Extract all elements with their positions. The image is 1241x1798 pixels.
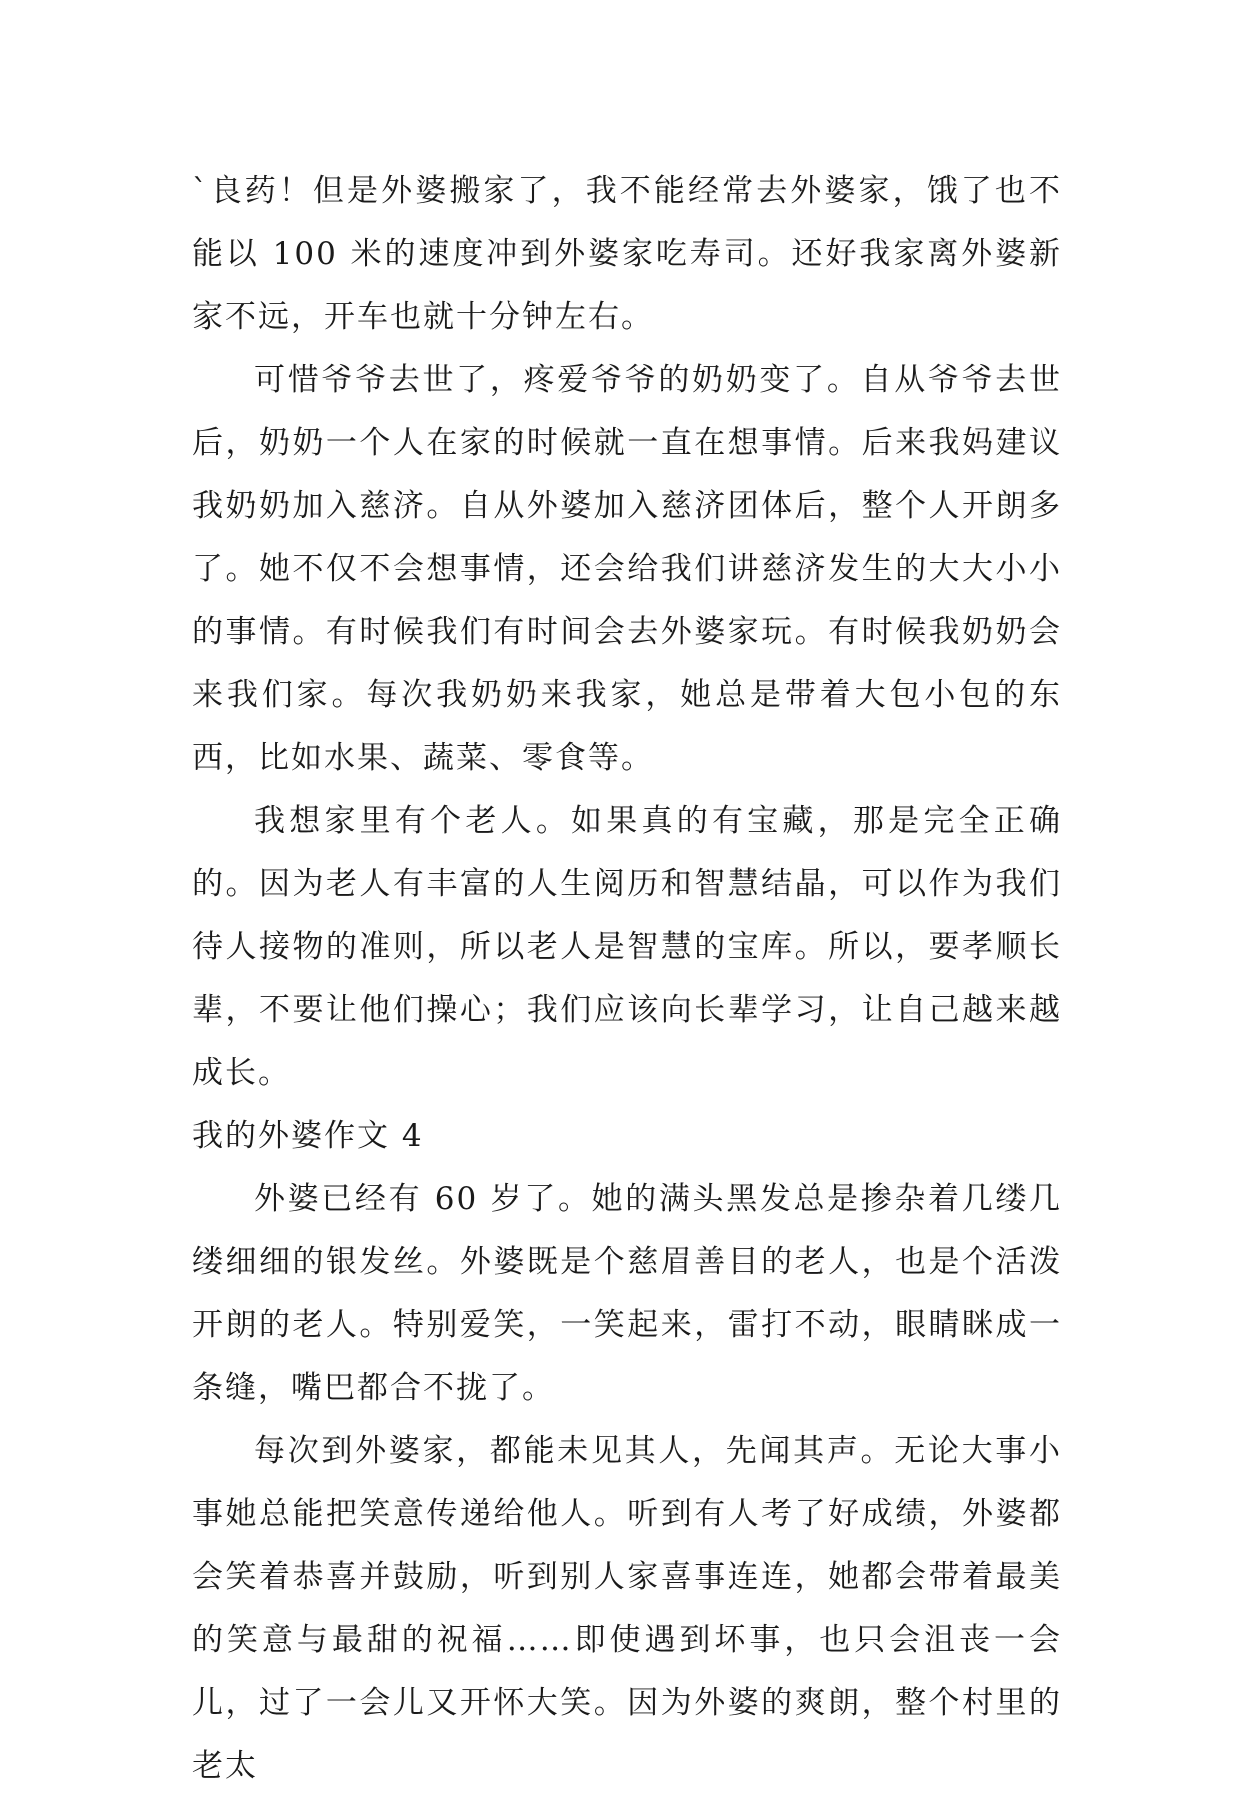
paragraph: 我想家里有个老人。如果真的有宝藏，那是完全正确的。因为老人有丰富的人生阅历和智慧结晶，可以作为我们待人接物的准则，所以老人是智慧的宝库。所以，要孝顺长辈，不要让他们操心；我们应该向长辈学习，让自己越来越成长。 [192,803,1062,1091]
paragraph: 可惜爷爷去世了，疼爱爷爷的奶奶变了。自从爷爷去世后，奶奶一个人在家的时候就一直在想事情。后来我妈建议我奶奶加入慈济。自从外婆加入慈济团体后，整个人开朗多了。她不仅不会想事情，还会给我们讲慈济发生的大大小小的事情。有时候我们有时间会去外婆家玩。有时候我奶奶会来我们家。每次我奶奶来我家，她总是带着大包小包的东西，比如水果、蔬菜、零食等。 [192,362,1062,776]
section-heading: 我的外婆作文 4 [192,1118,424,1154]
paragraph-continued: `良药！但是外婆搬家了，我不能经常去外婆家，饿了也不能以 100 米的速度冲到外婆家吃寿司。还好我家离外婆新家不远，开车也就十分钟左右。 [192,173,1062,335]
body-text [192,160,1062,1798]
paragraph: 外婆已经有 60 岁了。她的满头黑发总是掺杂着几缕几缕细细的银发丝。外婆既是个慈眉善目的老人，也是个活泼开朗的老人。特别爱笑，一笑起来，雷打不动，眼睛眯成一条缝，嘴巴都合不拢了。 [192,1181,1062,1406]
paragraph: 每次到外婆家，都能未见其人，先闻其声。无论大事小事她总能把笑意传递给他人。听到有人考了好成绩，外婆都会笑着恭喜并鼓励，听到别人家喜事连连，她都会带着最美的笑意与最甜的祝福……即使遇到坏事，也只会沮丧一会儿，过了一会儿又开怀大笑。因为外婆的爽朗，整个村里的老太 [192,1433,1062,1784]
